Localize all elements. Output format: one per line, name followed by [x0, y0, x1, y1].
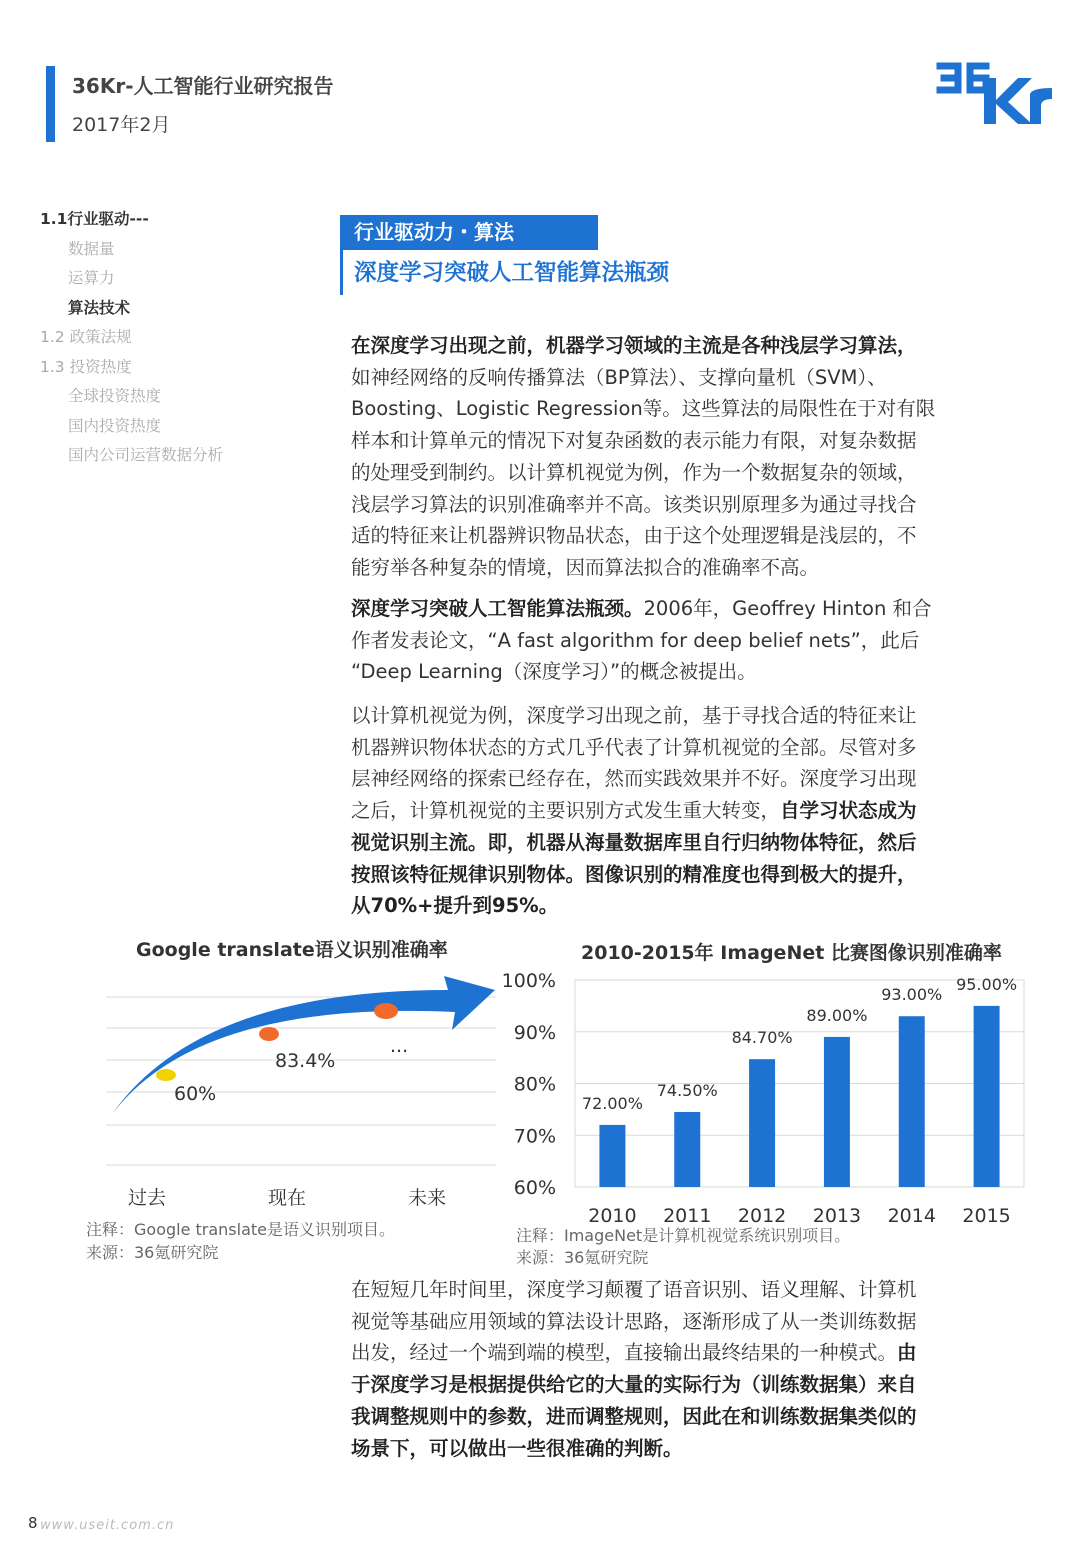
paragraph-3-emphasis: 从70%+提升到95%。 [351, 894, 559, 918]
paragraph-2-line: 2006年，Geoffrey Hinton 和合 [643, 597, 932, 620]
nav-item-global-investment[interactable]: 全球投资热度 [68, 387, 162, 405]
paragraph-2-line: “Deep Learning（深度学习）”的概念被提出。 [351, 660, 757, 684]
chart-2-bar [674, 1112, 700, 1187]
chart-1-data-label-now: 83.4% [275, 1050, 336, 1072]
chart-2-bar [974, 1006, 1000, 1187]
paragraph-3-line: 机器辨识物体状态的方式几乎代表了计算机视觉的全部。尽管对多 [351, 735, 917, 759]
chart-2-y-tick: 60% [513, 1177, 556, 1199]
paragraph-4-emphasis: 于深度学习是根据提供给它的大量的实际行为（训练数据集）来自 [351, 1373, 917, 1397]
chart-2-grid [575, 980, 1024, 1187]
chart-2-data-label: 72.00% [581, 1093, 643, 1113]
paragraph-3-line: 以计算机视觉为例，深度学习出现之前，基于寻找合适的特征来让 [351, 704, 917, 727]
chart-2-bar [749, 1059, 775, 1187]
chart-2-y-tick: 90% [513, 1021, 556, 1044]
paragraph-4 [351, 1274, 1001, 1464]
paragraph-4-line: 出发，经过一个端到端的模型，直接输出最终结果的一种模式。 [351, 1341, 898, 1365]
nav-item-compute[interactable]: 运算力 [68, 269, 115, 287]
nav-item-data[interactable]: 数据量 [68, 239, 115, 258]
chart-1-data-label-future: ... [390, 1035, 409, 1057]
heading-rule [340, 249, 343, 295]
chart-2-data-label: 95.00% [956, 974, 1018, 994]
paragraph-1-line: 能穷举各种复杂的情境，因而算法拟合的准确率不高。 [351, 555, 820, 579]
chart-1-x-tick: 现在 [267, 1187, 307, 1209]
nav-item-1-2[interactable]: 1.2 政策法规 [40, 328, 132, 346]
paragraph-1 [351, 330, 1001, 584]
section-nav [40, 205, 300, 471]
chart-2-bar [899, 1016, 925, 1187]
chart-2-bar [824, 1037, 850, 1187]
chart-1-google-translate [100, 960, 510, 1220]
chart-2-data-label: 74.50% [656, 1080, 718, 1100]
paragraph-4-line: 视觉等基础应用领域的算法设计思路，逐渐形成了从一类训练数据 [351, 1309, 917, 1333]
paragraph-4-emphasis: 我调整规则中的参数，进而调整规则，因此在和训练数据集类似的 [351, 1404, 917, 1428]
chart-2-x-tick: 2013 [812, 1205, 862, 1227]
chart-1-point-now [259, 1027, 279, 1041]
chart-2-y-tick: 100% [501, 970, 556, 992]
chart-1-x-tick: 未来 [407, 1187, 447, 1209]
nav-item-1-1[interactable]: 1.1行业驱动--- [40, 210, 149, 228]
chart-2-data-labels [582, 975, 1017, 1113]
nav-item-domestic-investment[interactable]: 国内投资热度 [68, 416, 162, 435]
header-accent-bar [46, 66, 55, 142]
chart-1-data-label-past: 60% [174, 1083, 217, 1105]
chart-2-y-axis [502, 970, 556, 1199]
chart-2-data-label: 84.70% [731, 1028, 793, 1048]
brand-logo [934, 58, 1054, 130]
chart-1-grid [106, 997, 496, 1165]
paragraph-3-emphasis: 视觉识别主流。即，机器从海量数据库里自行归纳物体特征，然后 [351, 830, 917, 854]
chart-2-source: 来源：36氪研究院 [516, 1248, 649, 1267]
chart-2-x-tick: 2012 [737, 1205, 787, 1227]
chart-2-data-label: 89.00% [806, 1005, 868, 1025]
chart-1-point-past [156, 1069, 176, 1081]
paragraph-2-lead: 深度学习突破人工智能算法瓶颈。 [351, 597, 644, 620]
chart-1-source: 来源：36氪研究院 [86, 1243, 219, 1262]
paragraph-4-emphasis: 由 [897, 1341, 917, 1365]
chart-2-note: 注释：ImageNet是计算机视觉系统识别项目。 [516, 1226, 851, 1245]
chart-2-x-tick: 2010 [588, 1205, 637, 1227]
chart-2-x-tick: 2015 [962, 1205, 1011, 1227]
report-title: 36Kr-人工智能行业研究报告 [72, 74, 334, 98]
paragraph-3-emphasis: 自学习状态成为 [780, 799, 917, 823]
chart-1-x-tick: 过去 [127, 1187, 167, 1209]
paragraph-2-line: 作者发表论文，“A fast algorithm for deep belief nets”，此后 [351, 628, 920, 652]
chart-1-title: Google translate语义识别准确率 [136, 939, 448, 961]
paragraph-4-line: 在短短几年时间里，深度学习颠覆了语音识别、语义理解、计算机 [351, 1278, 917, 1301]
section-heading: 深度学习突破人工智能算法瓶颈 [354, 260, 670, 286]
nav-item-company-data[interactable]: 国内公司运营数据分析 [68, 446, 224, 464]
paragraph-1-line: 在深度学习出现之前，机器学习领域的主流是各种浅层学习算法， [351, 334, 917, 357]
paragraph-4-emphasis: 场景下，可以做出一些很准确的判断。 [351, 1436, 683, 1460]
paragraph-1-line: 适的特征来让机器辨识物品状态，由于这个处理逻辑是浅层的，不 [351, 524, 917, 548]
chart-2-x-tick: 2011 [663, 1205, 712, 1227]
chart-2-imagenet [500, 960, 1040, 1230]
heading-underline [343, 249, 598, 250]
watermark: www.useit.com.cn [40, 1518, 175, 1533]
paragraph-3-line: 之后，计算机视觉的主要识别方式发生重大转变， [351, 799, 781, 823]
paragraph-1-line: 的处理受到制约。以计算机视觉为例，作为一个数据复杂的领域， [351, 460, 917, 484]
paragraph-3-emphasis: 按照该特征规律识别物体。图像识别的精准度也得到极大的提升， [351, 862, 917, 886]
chart-1-note: 注释：Google translate是语义识别项目。 [86, 1220, 396, 1239]
chart-2-x-tick: 2014 [887, 1205, 936, 1227]
paragraph-1-line: Boosting、Logistic Regression等。这些算法的局限性在于对有限 [351, 397, 936, 421]
chart-2-y-tick: 70% [513, 1125, 556, 1148]
page-number: 8 [28, 1514, 38, 1532]
nav-item-algorithm[interactable]: 算法技术 [68, 298, 131, 317]
chart-2-title: 2010-2015年 ImageNet 比赛图像识别准确率 [581, 942, 1002, 964]
chart-2-data-label: 93.00% [881, 985, 943, 1005]
report-date: 2017年2月 [72, 114, 171, 136]
paragraph-1-line: 浅层学习算法的识别准确率并不高。该类识别原理多为通过寻找合 [351, 492, 917, 516]
section-tag: 行业驱动力・算法 [340, 215, 598, 249]
paragraph-3 [351, 700, 1001, 922]
nav-item-1-3[interactable]: 1.3 投资热度 [40, 357, 132, 376]
paragraph-1-line: 如神经网络的反响传播算法（BP算法）、支撑向量机（SVM）、 [351, 365, 887, 389]
chart-2-bar [599, 1125, 625, 1187]
chart-2-y-tick: 80% [513, 1073, 556, 1096]
paragraph-1-line: 样本和计算单元的情况下对复杂函数的表示能力有限，对复杂数据 [351, 429, 917, 453]
paragraph-2 [351, 593, 1001, 688]
chart-1-point-future [374, 1003, 398, 1019]
paragraph-3-line: 层神经网络的探索已经存在，然而实践效果并不好。深度学习出现 [351, 767, 917, 791]
